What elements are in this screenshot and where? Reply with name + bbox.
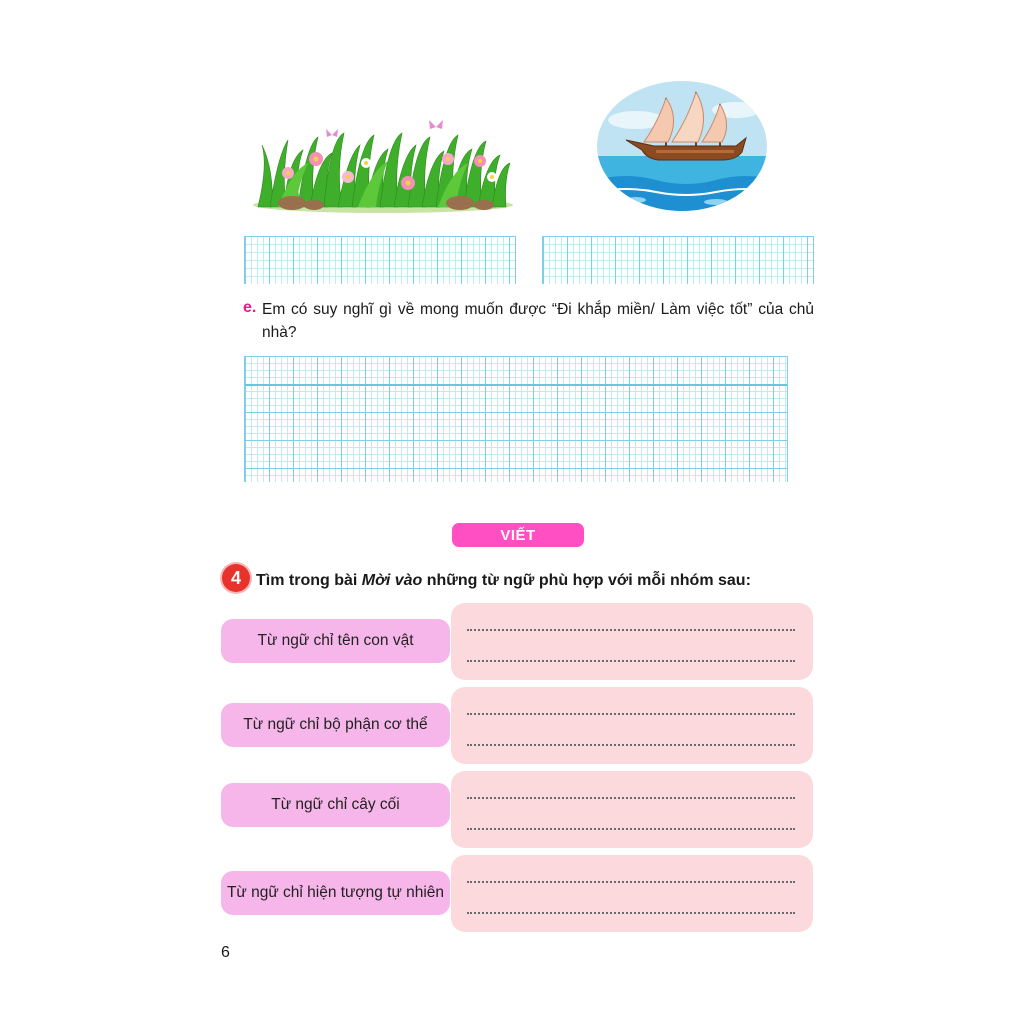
- dotted-line[interactable]: [467, 797, 795, 799]
- dotted-line[interactable]: [467, 828, 795, 830]
- writing-grid[interactable]: [542, 236, 814, 284]
- writing-grid-answer[interactable]: [244, 356, 788, 482]
- question-label: e.: [243, 299, 257, 316]
- dotted-line[interactable]: [467, 629, 795, 631]
- answer-box-natural-phenomena[interactable]: [451, 855, 813, 932]
- answer-box-trees[interactable]: [451, 771, 813, 848]
- sailboat-illustration: [596, 80, 768, 212]
- category-body-parts: Từ ngữ chỉ bộ phận cơ thể: [221, 703, 450, 747]
- category-trees: Từ ngữ chỉ cây cối: [221, 783, 450, 827]
- grid-baseline: [245, 384, 787, 386]
- dotted-line[interactable]: [467, 660, 795, 662]
- answer-box-animals[interactable]: [451, 603, 813, 680]
- page-number: 6: [221, 944, 230, 961]
- category-animals: Từ ngữ chỉ tên con vật: [221, 619, 450, 663]
- section-badge: VIẾT: [452, 523, 584, 547]
- grass-flowers-illustration: [248, 115, 518, 215]
- dotted-line[interactable]: [467, 912, 795, 914]
- reading-title: Mời vào: [361, 572, 423, 589]
- exercise-instruction: [256, 572, 751, 590]
- dotted-line[interactable]: [467, 881, 795, 883]
- answer-box-body-parts[interactable]: [451, 687, 813, 764]
- instruction-text-before: Tìm trong bài: [256, 572, 362, 589]
- category-natural-phenomena: Từ ngữ chỉ hiện tượng tự nhiên: [221, 871, 450, 915]
- dotted-line[interactable]: [467, 713, 795, 715]
- writing-grid[interactable]: [244, 236, 516, 284]
- exercise-number-badge: 4: [222, 564, 250, 592]
- question-text: Em có suy nghĩ gì về mong muốn được “Đi khắp miền/ Làm việc tốt” của chủ nhà?: [262, 301, 814, 341]
- instruction-text-after: những từ ngữ phù hợp với mỗi nhóm sau:: [422, 572, 751, 589]
- dotted-line[interactable]: [467, 744, 795, 746]
